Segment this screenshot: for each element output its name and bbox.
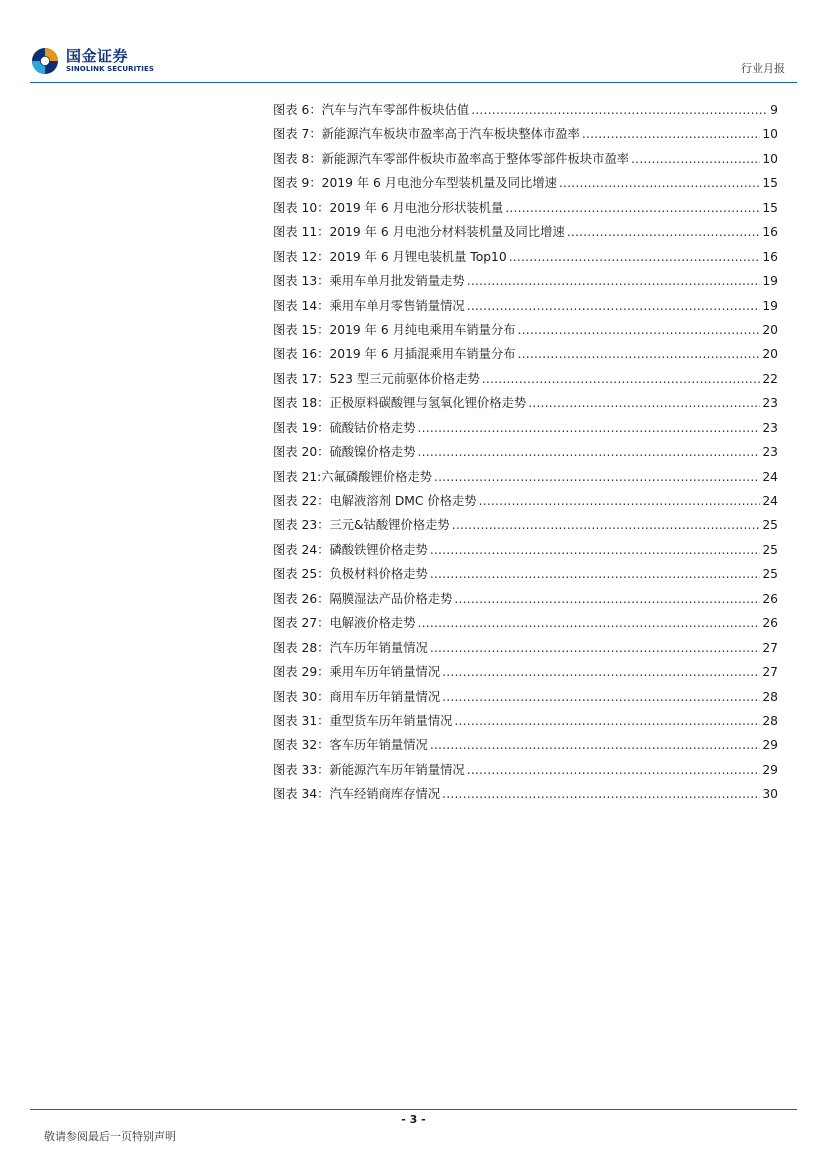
toc-entry[interactable] [273,440,778,464]
toc-entry-page[interactable]: 30 [762,787,778,802]
toc-entry-page[interactable]: 19 [762,274,778,289]
toc-dot-leader [509,245,761,269]
toc-dot-leader [430,636,761,660]
toc-entry[interactable] [273,98,778,122]
toc-dot-leader [454,587,760,611]
toc-entry-page[interactable]: 15 [762,176,778,191]
toc-entry-title[interactable]: 图表 12：2019 年 6 月锂电装机量 Top10 [273,249,507,264]
toc-entry[interactable] [273,318,778,342]
logo-text-cn: 国金证券 [66,47,129,65]
toc-dot-leader [467,758,761,782]
toc-entry[interactable] [273,562,778,586]
toc-entry-page[interactable]: 16 [762,225,778,240]
toc-dot-leader [434,465,760,489]
toc-entry-title[interactable]: 图表 22：电解液溶剂 DMC 价格走势 [273,494,477,508]
toc-entry-page[interactable]: 16 [762,249,778,264]
toc-dot-leader [479,489,761,513]
toc-entry-page[interactable]: 19 [762,298,778,313]
toc-entry[interactable] [273,465,778,489]
toc-entry-title[interactable]: 图表 6：汽车与汽车零部件板块估值 [273,103,470,117]
toc-entry[interactable] [273,367,778,391]
toc-dot-leader [418,440,761,464]
toc-entry-title[interactable]: 图表 25：负极材料价格走势 [273,567,428,582]
report-type: 行业月报 [741,62,785,75]
sinolink-logo-icon [30,46,60,76]
footer-divider [30,1109,797,1110]
toc-dot-leader [442,782,760,806]
toc-entry-page[interactable]: 22 [762,371,778,386]
toc-entry-page[interactable]: 27 [762,640,778,655]
toc-dot-leader [418,611,761,635]
toc-entry-title[interactable]: 图表 23：三元&钴酸锂价格走势 [273,518,450,533]
toc-entry[interactable] [273,611,778,635]
toc-entry[interactable] [273,122,778,146]
toc-dot-leader [505,196,760,220]
toc-dot-leader [418,416,761,440]
toc-entry-title[interactable]: 图表 20：硫酸镍价格走势 [273,445,416,460]
toc-entry[interactable] [273,660,778,684]
toc-entry[interactable] [273,391,778,415]
toc-entry-page[interactable]: 9 [770,103,778,117]
toc-dot-leader [454,709,760,733]
toc-dot-leader [442,685,760,709]
toc-entry[interactable] [273,294,778,318]
toc-entry-title[interactable]: 图表 14：乘用车单月零售销量情况 [273,298,465,313]
toc-entry-page[interactable]: 26 [762,616,778,631]
toc-entry-page[interactable]: 27 [762,665,778,680]
page-header [0,0,827,90]
toc-dot-leader [518,342,761,366]
toc-entry[interactable] [273,513,778,537]
toc-entry-page[interactable]: 28 [762,713,778,728]
toc-entry-title[interactable]: 图表 9：2019 年 6 月电池分车型装机量及同比增速 [273,176,557,191]
toc-entry[interactable] [273,245,778,269]
company-logo [30,46,154,78]
toc-entry[interactable] [273,220,778,244]
toc-entry-page[interactable]: 20 [762,322,778,337]
header-divider [30,82,797,83]
toc-entry-title[interactable]: 图表 26：隔膜湿法产品价格走势 [273,591,453,606]
toc-dot-leader [567,220,761,244]
toc-entry[interactable] [273,269,778,293]
toc-entry[interactable] [273,416,778,440]
footer-disclaimer: 敬请参阅最后一页特别声明 [44,1130,176,1143]
toc-entry-title[interactable]: 图表 16：2019 年 6 月插混乘用车销量分布 [273,347,516,362]
toc-dot-leader [430,538,761,562]
toc-dot-leader [467,269,761,293]
toc-entry[interactable] [273,587,778,611]
toc-entry[interactable] [273,733,778,757]
toc-entry-page[interactable]: 10 [762,151,778,166]
toc-entry[interactable] [273,709,778,733]
toc-entry-title[interactable]: 图表 30：商用车历年销量情况 [273,689,441,704]
figure-index-list [273,98,778,807]
toc-entry-page[interactable]: 23 [762,420,778,435]
toc-dot-leader [482,367,761,391]
toc-entry-page[interactable]: 23 [762,396,778,411]
toc-entry-title[interactable]: 图表 10：2019 年 6 月电池分形状装机量 [273,200,504,215]
toc-entry[interactable] [273,782,778,806]
toc-entry-page[interactable]: 25 [762,567,778,582]
toc-entry-page[interactable]: 24 [762,469,778,484]
toc-entry-page[interactable]: 26 [762,591,778,606]
toc-entry-title[interactable]: 图表 28：汽车历年销量情况 [273,640,428,655]
toc-entry-page[interactable]: 24 [762,494,778,508]
toc-entry[interactable] [273,636,778,660]
toc-dot-leader [631,147,760,171]
toc-dot-leader [471,98,768,122]
toc-entry-title[interactable]: 图表 8：新能源汽车零部件板块市盈率高于整体零部件板块市盈率 [273,151,630,166]
toc-entry-page[interactable]: 23 [762,445,778,460]
toc-entry-page[interactable]: 20 [762,347,778,362]
toc-dot-leader [582,122,760,146]
toc-entry-page[interactable]: 25 [762,542,778,557]
toc-dot-leader [430,733,761,757]
toc-entry-page[interactable]: 25 [762,518,778,533]
toc-entry[interactable] [273,758,778,782]
page-number: - 3 - [401,1113,426,1126]
toc-entry-title[interactable]: 图表 11：2019 年 6 月电池分材料装机量及同比增速 [273,225,565,240]
toc-entry-title[interactable]: 图表 19：硫酸钴价格走势 [273,420,416,435]
toc-entry-page[interactable]: 29 [762,738,778,753]
toc-entry-title[interactable]: 图表 33：新能源汽车历年销量情况 [273,762,465,777]
toc-entry-page[interactable]: 15 [762,200,778,215]
toc-entry-title[interactable]: 图表 32：客车历年销量情况 [273,738,428,753]
toc-entry[interactable] [273,685,778,709]
toc-dot-leader [467,294,761,318]
toc-entry-title[interactable]: 图表 17：523 型三元前驱体价格走势 [273,371,480,386]
toc-entry[interactable] [273,171,778,195]
toc-dot-leader [452,513,761,537]
toc-entry-page[interactable]: 28 [762,689,778,704]
toc-dot-leader [518,318,761,342]
toc-dot-leader [430,562,761,586]
logo-text-en: SINOLINK SECURITIES [66,65,154,73]
toc-entry[interactable] [273,489,778,513]
toc-entry-title[interactable]: 图表 7：新能源汽车板块市盈率高于汽车板块整体市盈率 [273,127,580,142]
toc-entry-page[interactable]: 29 [762,762,778,777]
toc-entry-title[interactable]: 图表 34：汽车经销商库存情况 [273,787,441,802]
toc-entry-title[interactable]: 图表 18：正极原料碳酸锂与氢氧化锂价格走势 [273,396,527,411]
toc-entry-title[interactable]: 图表 13：乘用车单月批发销量走势 [273,274,465,289]
toc-entry[interactable] [273,196,778,220]
toc-entry-title[interactable]: 图表 24：磷酸铁锂价格走势 [273,542,428,557]
toc-entry-title[interactable]: 图表 29：乘用车历年销量情况 [273,665,441,680]
toc-entry-title[interactable]: 图表 21:六氟磷酸锂价格走势 [273,469,432,484]
toc-dot-leader [442,660,760,684]
toc-entry[interactable] [273,342,778,366]
toc-entry-title[interactable]: 图表 27：电解液价格走势 [273,616,416,631]
toc-entry-title[interactable]: 图表 31：重型货车历年销量情况 [273,713,453,728]
toc-dot-leader [559,171,760,195]
toc-entry[interactable] [273,147,778,171]
toc-entry-page[interactable]: 10 [762,127,778,142]
toc-dot-leader [528,391,760,415]
toc-entry[interactable] [273,538,778,562]
toc-entry-title[interactable]: 图表 15：2019 年 6 月纯电乘用车销量分布 [273,322,516,337]
